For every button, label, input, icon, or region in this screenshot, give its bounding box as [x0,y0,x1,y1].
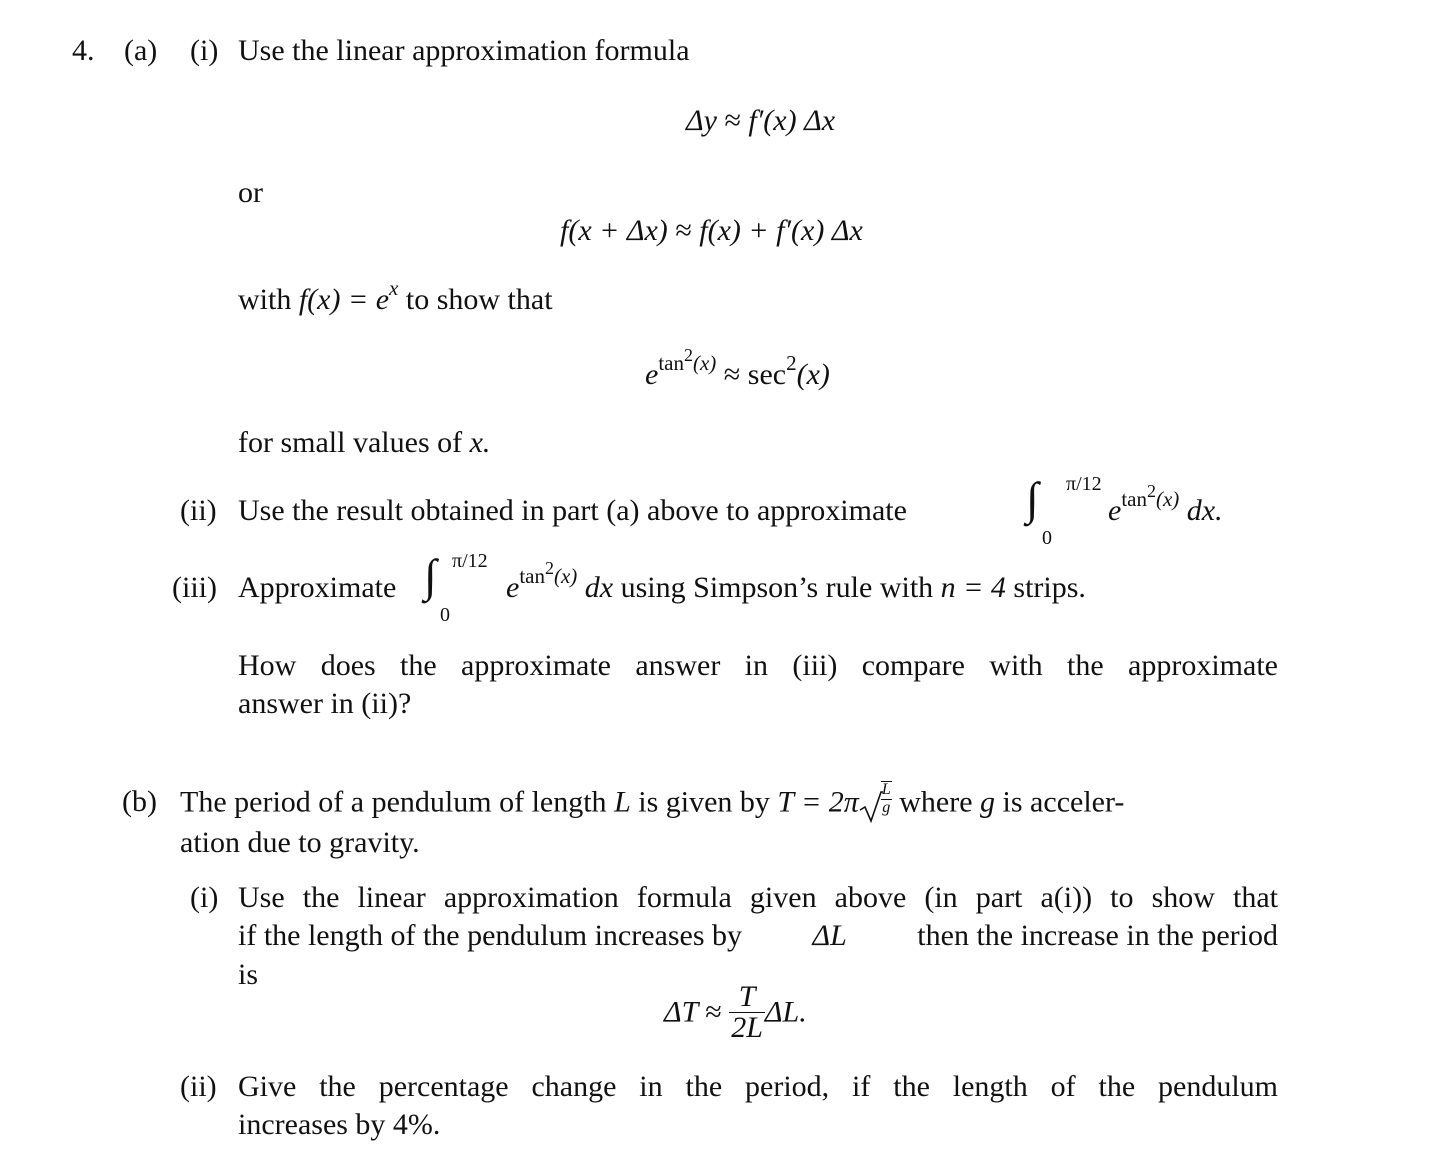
compare-line-2: answer in (ii)? [238,687,412,720]
part-b-ii-line-1: Give the percentage change in the period, if the length of the pendulum [238,1070,1278,1103]
part-b-i-text-a: if the length of the pendulum increases by [238,919,743,952]
delta-l: ΔL [812,919,847,952]
compare-line-1: How does the approximate answer in (iii) compare with the approximate [238,649,1278,682]
result-base: e [645,358,659,391]
result-exponent [658,345,717,375]
radical-icon [859,790,883,824]
sqrt-numerator: L [881,781,891,798]
formula-linear-approx-alt [560,216,863,246]
part-a-i-label: (i) [190,34,219,67]
integrand-base: e [1108,494,1122,527]
part-b-i-line-3: is [238,958,259,991]
small-values-line [238,428,490,458]
with-text: with [238,283,292,316]
part-a-iii-text-before: Approximate [238,571,397,604]
part-a-iii-rest [506,558,1086,604]
sqrt-sign [859,781,892,823]
strips-text: strips. [1013,571,1086,604]
result-sec-sq: 2 [786,351,797,375]
part-b-label: (b) [122,785,157,818]
result-exp-arg: (x) [692,351,717,375]
part-b-text-d: is acceler- [1002,785,1125,819]
formula2-lhs: f(x + Δx) [560,214,668,247]
part-b-i-line-1: Use the linear approximation formula given above (in part a(i)) to show that [238,881,1278,914]
integral-lower: 0 [440,604,450,626]
period-formula: T = 2π [777,785,859,819]
integrand-exp-tan: tan [1121,487,1147,511]
integrand-exp-sq: 2 [1146,481,1156,501]
formula2-rhs: f(x) + f′(x) Δx [699,214,863,247]
part-a-iii-integral [424,547,488,627]
integrand-exp-sq: 2 [544,558,554,578]
result-exp-tan: tan [658,351,684,375]
part-b-text-b: is given by [638,785,770,819]
formula-linear-approx [686,106,835,136]
with-fx-line [238,276,553,316]
part-b-ii-line-2: increases by 4%. [238,1108,441,1141]
formula1-approx: ≈ [724,104,741,137]
integrand-exp-arg: (x) [1155,487,1180,511]
part-a-label: (a) [124,34,158,67]
result-approx: ≈ [723,358,741,391]
formula-result [645,345,830,391]
part-a-ii-label: (ii) [180,494,217,527]
formula2-approx: ≈ [675,214,692,247]
part-a-ii-integral [1026,470,1102,550]
small-var: x. [469,426,491,459]
result-exp-sq: 2 [683,345,693,365]
part-b-text-a: The period of a pendulum of length [180,785,607,819]
fraction-denominator: 2L [731,1011,763,1044]
fx-exponent: x [389,276,399,300]
integrand-dx: dx. [1186,494,1223,527]
sqrt-denominator: g [882,798,891,816]
part-a-iii-label: (iii) [172,571,217,604]
result-sec: sec [747,358,787,391]
fx-definition: f(x) = e [298,283,390,316]
integrand-exp-tan: tan [519,564,545,588]
part-b-ii-label: (ii) [180,1070,217,1103]
formula1-lhs: Δy [686,104,717,137]
integral-upper: π/12 [1066,473,1102,495]
integrand-base: e [506,571,520,604]
show-text: to show that [405,283,553,316]
length-var: L [614,785,631,819]
gravity-var: g [980,785,996,819]
or-text: or [238,176,263,209]
integrand-dx: dx [584,571,614,604]
integral-lower: 0 [1042,527,1052,549]
delta-t-rhs: ΔL. [764,995,807,1029]
delta-t-approx: ≈ [705,995,722,1029]
small-text: for small values of [238,426,463,459]
part-a-ii-integrand [1108,481,1223,527]
part-b-i-label: (i) [190,881,219,914]
formula-delta-t [664,980,807,1045]
n-equals: n = 4 [940,571,1006,604]
result-sec-arg: (x) [796,358,830,391]
delta-t-fraction [729,982,765,1043]
question-number: 4. [72,34,95,67]
part-b-line-1 [180,781,1125,823]
part-b-i-text-b: then the increase in the period [917,919,1278,952]
integral-sign: ∫ [424,550,437,601]
fraction-numerator: T [729,982,765,1013]
part-a-i-intro: Use the linear approximation formula [238,34,690,67]
delta-t-lhs: ΔT [664,995,698,1029]
integral-upper: π/12 [452,550,488,572]
integrand-exp-arg: (x) [553,564,578,588]
part-b-i-line-2 [238,921,1278,951]
part-b-text-c: where [899,785,973,819]
integral-sign: ∫ [1026,473,1039,524]
part-a-ii-text: Use the result obtained in part (a) above to approximate [238,494,907,527]
part-b-line-2: ation due to gravity. [180,826,420,859]
formula1-rhs: f′(x) Δx [748,104,836,137]
simpson-text: using Simpson’s rule with [620,571,934,604]
